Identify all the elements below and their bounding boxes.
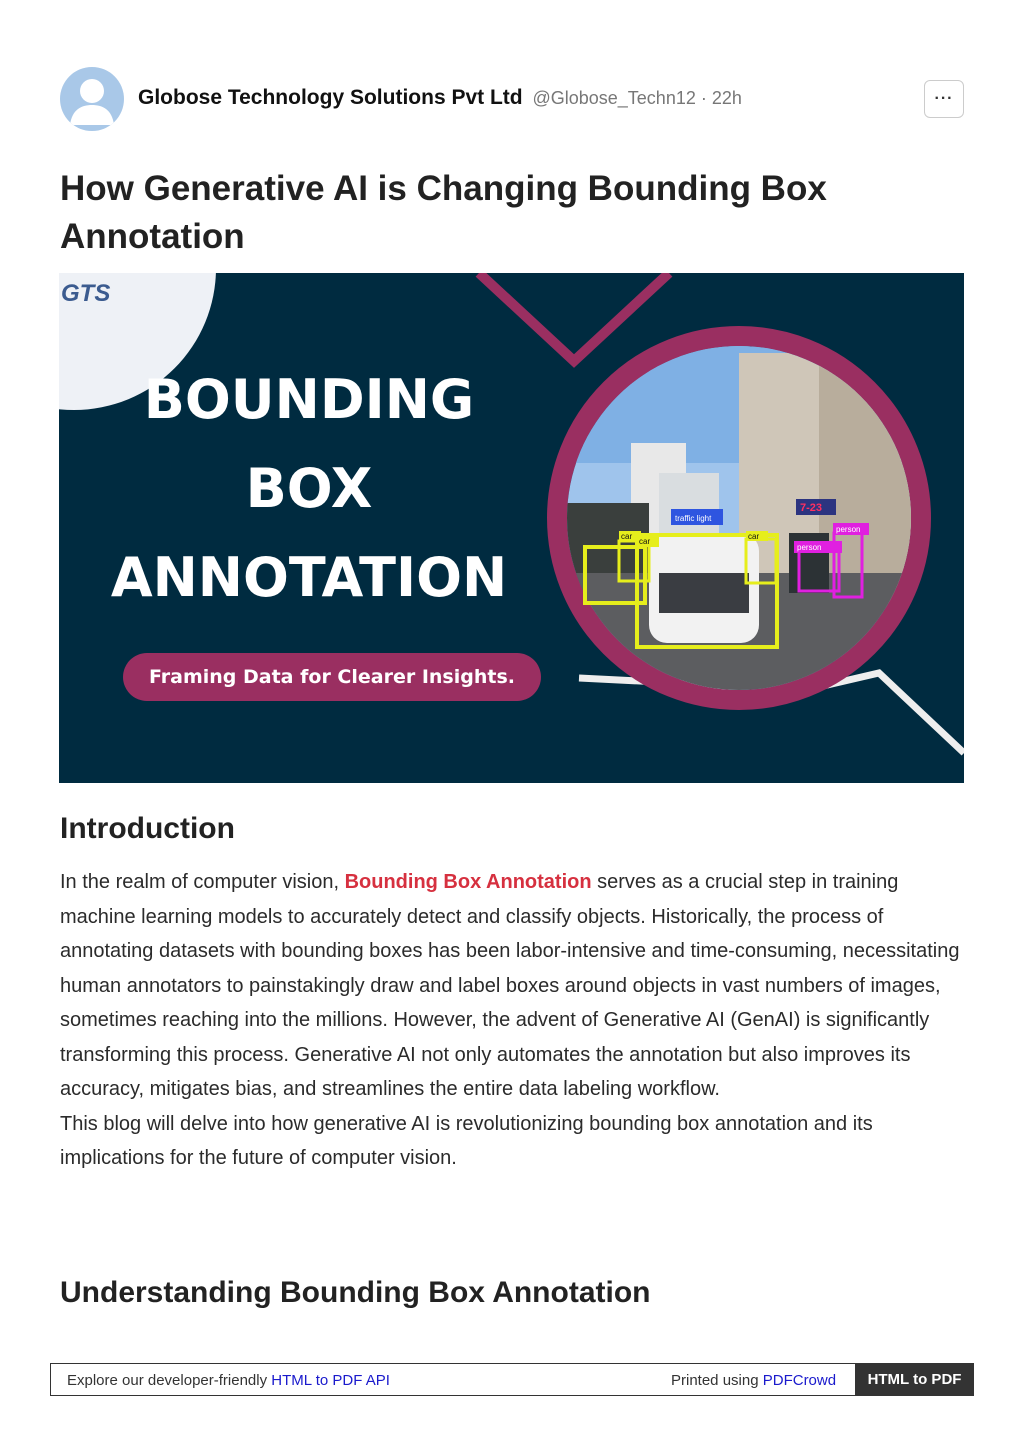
tag-person-2: person	[836, 525, 861, 534]
understanding-heading: Understanding Bounding Box Annotation	[60, 1276, 651, 1309]
tag-car-3: car	[748, 532, 760, 541]
html-to-pdf-api-link[interactable]: HTML to PDF API	[271, 1372, 390, 1389]
author-handle-time: @Globose_Techn12 · 22h	[532, 88, 742, 108]
footer-explore	[67, 1372, 390, 1389]
hero-line-1: BOUNDING	[143, 368, 475, 431]
gts-logo: GTS	[61, 280, 111, 307]
intro-text-rest: serves as a crucial step in training machine learning models to accurately detect and classify objects. Historically, the process of annotating datasets with bounding boxes has been labor-intensive and time-consuming, necessitating human annotators to painstakingly draw and label boxes around objects in vast numbers of images, sometimes reaching into the millions. However, the advent of Generative AI (GenAI) is significantly transforming this process. Generative AI not only automates the annotation but also improves its accuracy, mitigates bias, and streamlines the entire data labeling workflow.	[60, 871, 960, 1100]
tag-sign: 7-23	[800, 502, 823, 514]
intro-text-start: In the realm of computer vision,	[60, 871, 345, 893]
pdf-footer-bar	[50, 1363, 974, 1396]
avatar[interactable]	[60, 67, 124, 131]
intro-paragraph-2: This blog will delve into how generative AI is revolutionizing bounding box annotation and its implications for the future of computer vision.	[60, 1112, 873, 1169]
footer-printed	[671, 1372, 836, 1389]
intro-paragraph-1	[60, 865, 970, 1107]
footer-explore-text: Explore our developer-friendly	[67, 1372, 272, 1389]
tag-car-1: car	[639, 537, 651, 546]
author-name[interactable]: Globose Technology Solutions Pvt Ltd	[138, 86, 523, 109]
bounding-box-annotation-link[interactable]: Bounding Box Annotation	[344, 871, 592, 893]
hero-line-2: BOX	[245, 457, 373, 520]
hero-tagline: Framing Data for Clearer Insights.	[149, 666, 515, 688]
pdfcrowd-link[interactable]: PDFCrowd	[762, 1372, 837, 1389]
tag-car-2: car	[621, 532, 633, 541]
intro-heading: Introduction	[60, 812, 235, 845]
hero-banner	[59, 273, 964, 783]
user-icon	[60, 67, 124, 131]
tag-traffic-light: traffic light	[675, 514, 712, 523]
post-title: How Generative AI is Changing Bounding Box Annotation	[60, 169, 827, 256]
post-header	[60, 67, 964, 133]
more-options-button[interactable]: ···	[924, 80, 964, 118]
hero-line-3: ANNOTATION	[110, 546, 508, 609]
html-to-pdf-button[interactable]: HTML to PDF	[855, 1363, 974, 1396]
intro-body	[60, 865, 970, 1176]
tag-person-1: person	[797, 543, 822, 552]
author-line	[138, 86, 742, 110]
footer-printed-text: Printed using	[671, 1372, 763, 1389]
